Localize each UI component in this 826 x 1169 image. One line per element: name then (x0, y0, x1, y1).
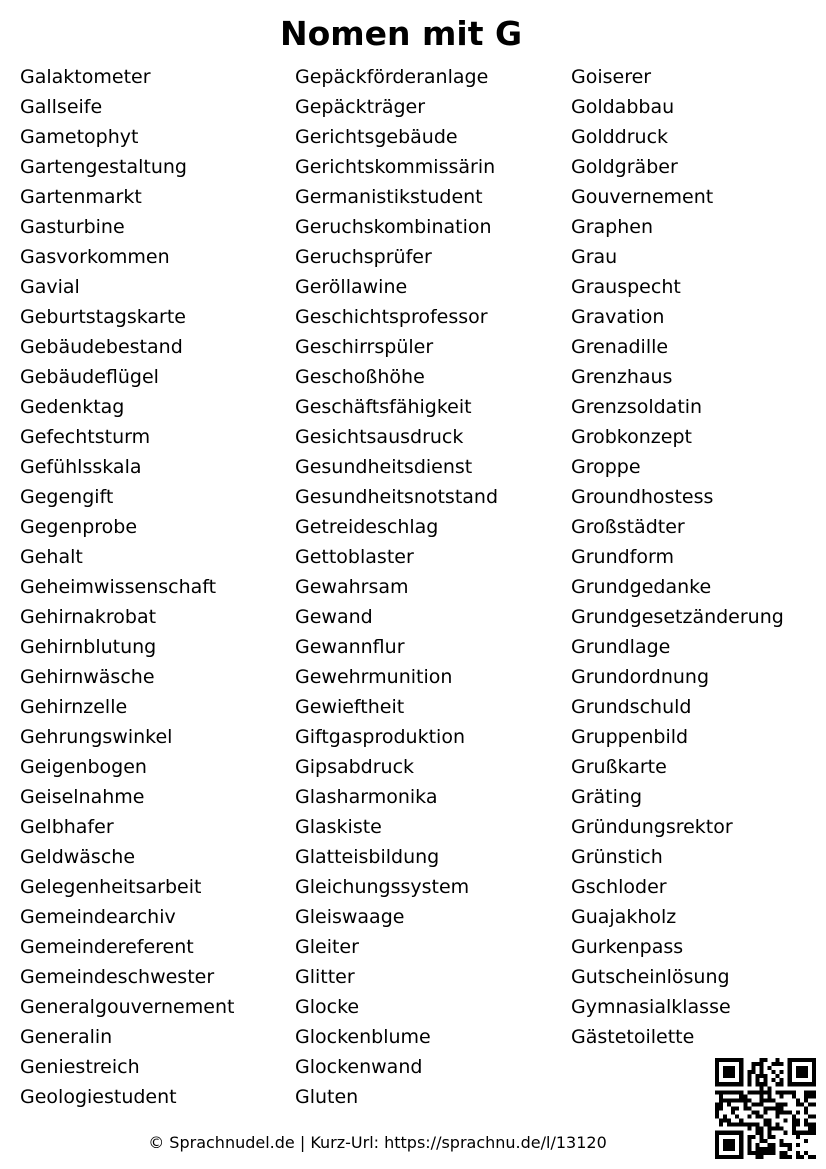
word-item: Gebäudebestand (20, 336, 183, 358)
word-item: Grundform (571, 546, 674, 568)
word-item: Großstädter (571, 516, 685, 538)
word-item: Gefühlsskala (20, 456, 142, 478)
word-column-3 (571, 62, 784, 1052)
word-item: Geschirrspüler (295, 336, 434, 358)
word-item: Grenzhaus (571, 366, 673, 388)
word-item: Glockenblume (295, 1026, 431, 1048)
word-item: Gruppenbild (571, 726, 689, 748)
word-item: Gegenprobe (20, 516, 138, 538)
word-item: Graphen (571, 216, 654, 238)
word-item: Glasharmonika (295, 786, 438, 808)
word-item: Gewand (295, 606, 373, 628)
word-item: Grußkarte (571, 756, 667, 778)
word-item: Groundhostess (571, 486, 714, 508)
word-item: Gepäckträger (295, 96, 426, 118)
page-title: Nomen mit G (279, 14, 523, 53)
word-item: Goldgräber (571, 156, 678, 178)
word-item: Grobkonzept (571, 426, 692, 448)
word-item: Gehrungswinkel (20, 726, 173, 748)
word-item: Grundordnung (571, 666, 710, 688)
word-item: Gewannflur (295, 636, 405, 658)
word-item: Gefechtsturm (20, 426, 151, 448)
footer-url: © Sprachnudel.de | Kurz-Url: https://sprachnu.de/l/13120 (148, 1133, 607, 1152)
word-item: Gettoblaster (295, 546, 414, 568)
word-item: Gewehrmunition (295, 666, 453, 688)
word-list (20, 62, 826, 1122)
word-item: Gavial (20, 276, 80, 298)
word-item: Gymnasialklasse (571, 996, 731, 1018)
word-item: Galaktometer (20, 66, 151, 88)
word-item: Gurkenpass (571, 936, 684, 958)
word-item: Grenzsoldatin (571, 396, 703, 418)
word-item: Gleiswaage (295, 906, 405, 928)
word-item: Gartengestaltung (20, 156, 187, 178)
word-item: Gutscheinlösung (571, 966, 730, 988)
word-item: Gewahrsam (295, 576, 409, 598)
word-item: Gelegenheitsarbeit (20, 876, 202, 898)
word-item: Grundgedanke (571, 576, 712, 598)
word-item: Gehirnwäsche (20, 666, 155, 688)
word-item: Gegengift (20, 486, 114, 508)
word-item: Geröllawine (295, 276, 408, 298)
word-column-2 (295, 62, 498, 1112)
word-item: Glaskiste (295, 816, 382, 838)
word-item: Geschäftsfähigkeit (295, 396, 472, 418)
word-item: Goldabbau (571, 96, 675, 118)
word-item: Gasvorkommen (20, 246, 170, 268)
word-item: Gründungsrektor (571, 816, 733, 838)
word-item: Geigenbogen (20, 756, 147, 778)
word-item: Gedenktag (20, 396, 125, 418)
word-item: Grünstich (571, 846, 663, 868)
word-column-1 (20, 62, 234, 1112)
word-item: Gipsabdruck (295, 756, 415, 778)
word-item: Gleiter (295, 936, 359, 958)
word-item: Gesundheitsdienst (295, 456, 473, 478)
word-item: Gräting (571, 786, 643, 808)
word-item: Guajakholz (571, 906, 677, 928)
word-item: Groppe (571, 456, 641, 478)
word-item: Grau (571, 246, 618, 268)
word-item: Geschoßhöhe (295, 366, 425, 388)
word-item: Gewieftheit (295, 696, 405, 718)
word-item: Goiserer (571, 66, 652, 88)
word-item: Gerichtskommissärin (295, 156, 496, 178)
word-item: Gouvernement (571, 186, 714, 208)
word-item: Geologiestudent (20, 1086, 177, 1108)
word-item: Geldwäsche (20, 846, 136, 868)
word-item: Gelbhafer (20, 816, 114, 838)
word-item: Geruchsprüfer (295, 246, 432, 268)
word-item: Grundgesetzänderung (571, 606, 784, 628)
word-item: Gepäckförderanlage (295, 66, 489, 88)
word-item: Gleichungssystem (295, 876, 470, 898)
word-item: Gasturbine (20, 216, 125, 238)
word-item: Getreideschlag (295, 516, 439, 538)
word-item: Generalgouvernement (20, 996, 235, 1018)
word-item: Gemeindereferent (20, 936, 194, 958)
word-item: Grenadille (571, 336, 669, 358)
word-item: Gartenmarkt (20, 186, 142, 208)
word-item: Golddruck (571, 126, 669, 148)
word-item: Geburtstagskarte (20, 306, 186, 328)
word-item: Giftgasproduktion (295, 726, 465, 748)
word-item: Generalin (20, 1026, 113, 1048)
word-item: Glatteisbildung (295, 846, 440, 868)
word-item: Gluten (295, 1086, 359, 1108)
word-item: Geheimwissenschaft (20, 576, 217, 598)
word-item: Gemeindearchiv (20, 906, 176, 928)
word-item: Grauspecht (571, 276, 681, 298)
word-item: Gebäudeflügel (20, 366, 159, 388)
word-item: Gerichtsgebäude (295, 126, 458, 148)
qr-code-image (715, 1058, 816, 1159)
word-item: Gesichtsausdruck (295, 426, 464, 448)
word-item: Glockenwand (295, 1056, 423, 1078)
word-item: Gehirnakrobat (20, 606, 157, 628)
word-item: Gesundheitsnotstand (295, 486, 499, 508)
word-item: Germanistikstudent (295, 186, 483, 208)
word-item: Gästetoilette (571, 1026, 695, 1048)
word-item: Grundschuld (571, 696, 692, 718)
word-item: Gehirnblutung (20, 636, 157, 658)
word-item: Grundlage (571, 636, 671, 658)
word-item: Gschloder (571, 876, 667, 898)
word-item: Geniestreich (20, 1056, 140, 1078)
word-item: Gehalt (20, 546, 83, 568)
word-item: Gallseife (20, 96, 103, 118)
word-item: Geruchskombination (295, 216, 492, 238)
word-item: Gametophyt (20, 126, 139, 148)
word-item: Gehirnzelle (20, 696, 128, 718)
word-item: Glocke (295, 996, 360, 1018)
word-item: Gravation (571, 306, 665, 328)
word-item: Geschichtsprofessor (295, 306, 488, 328)
word-item: Gemeindeschwester (20, 966, 215, 988)
word-item: Glitter (295, 966, 355, 988)
word-item: Geiselnahme (20, 786, 145, 808)
